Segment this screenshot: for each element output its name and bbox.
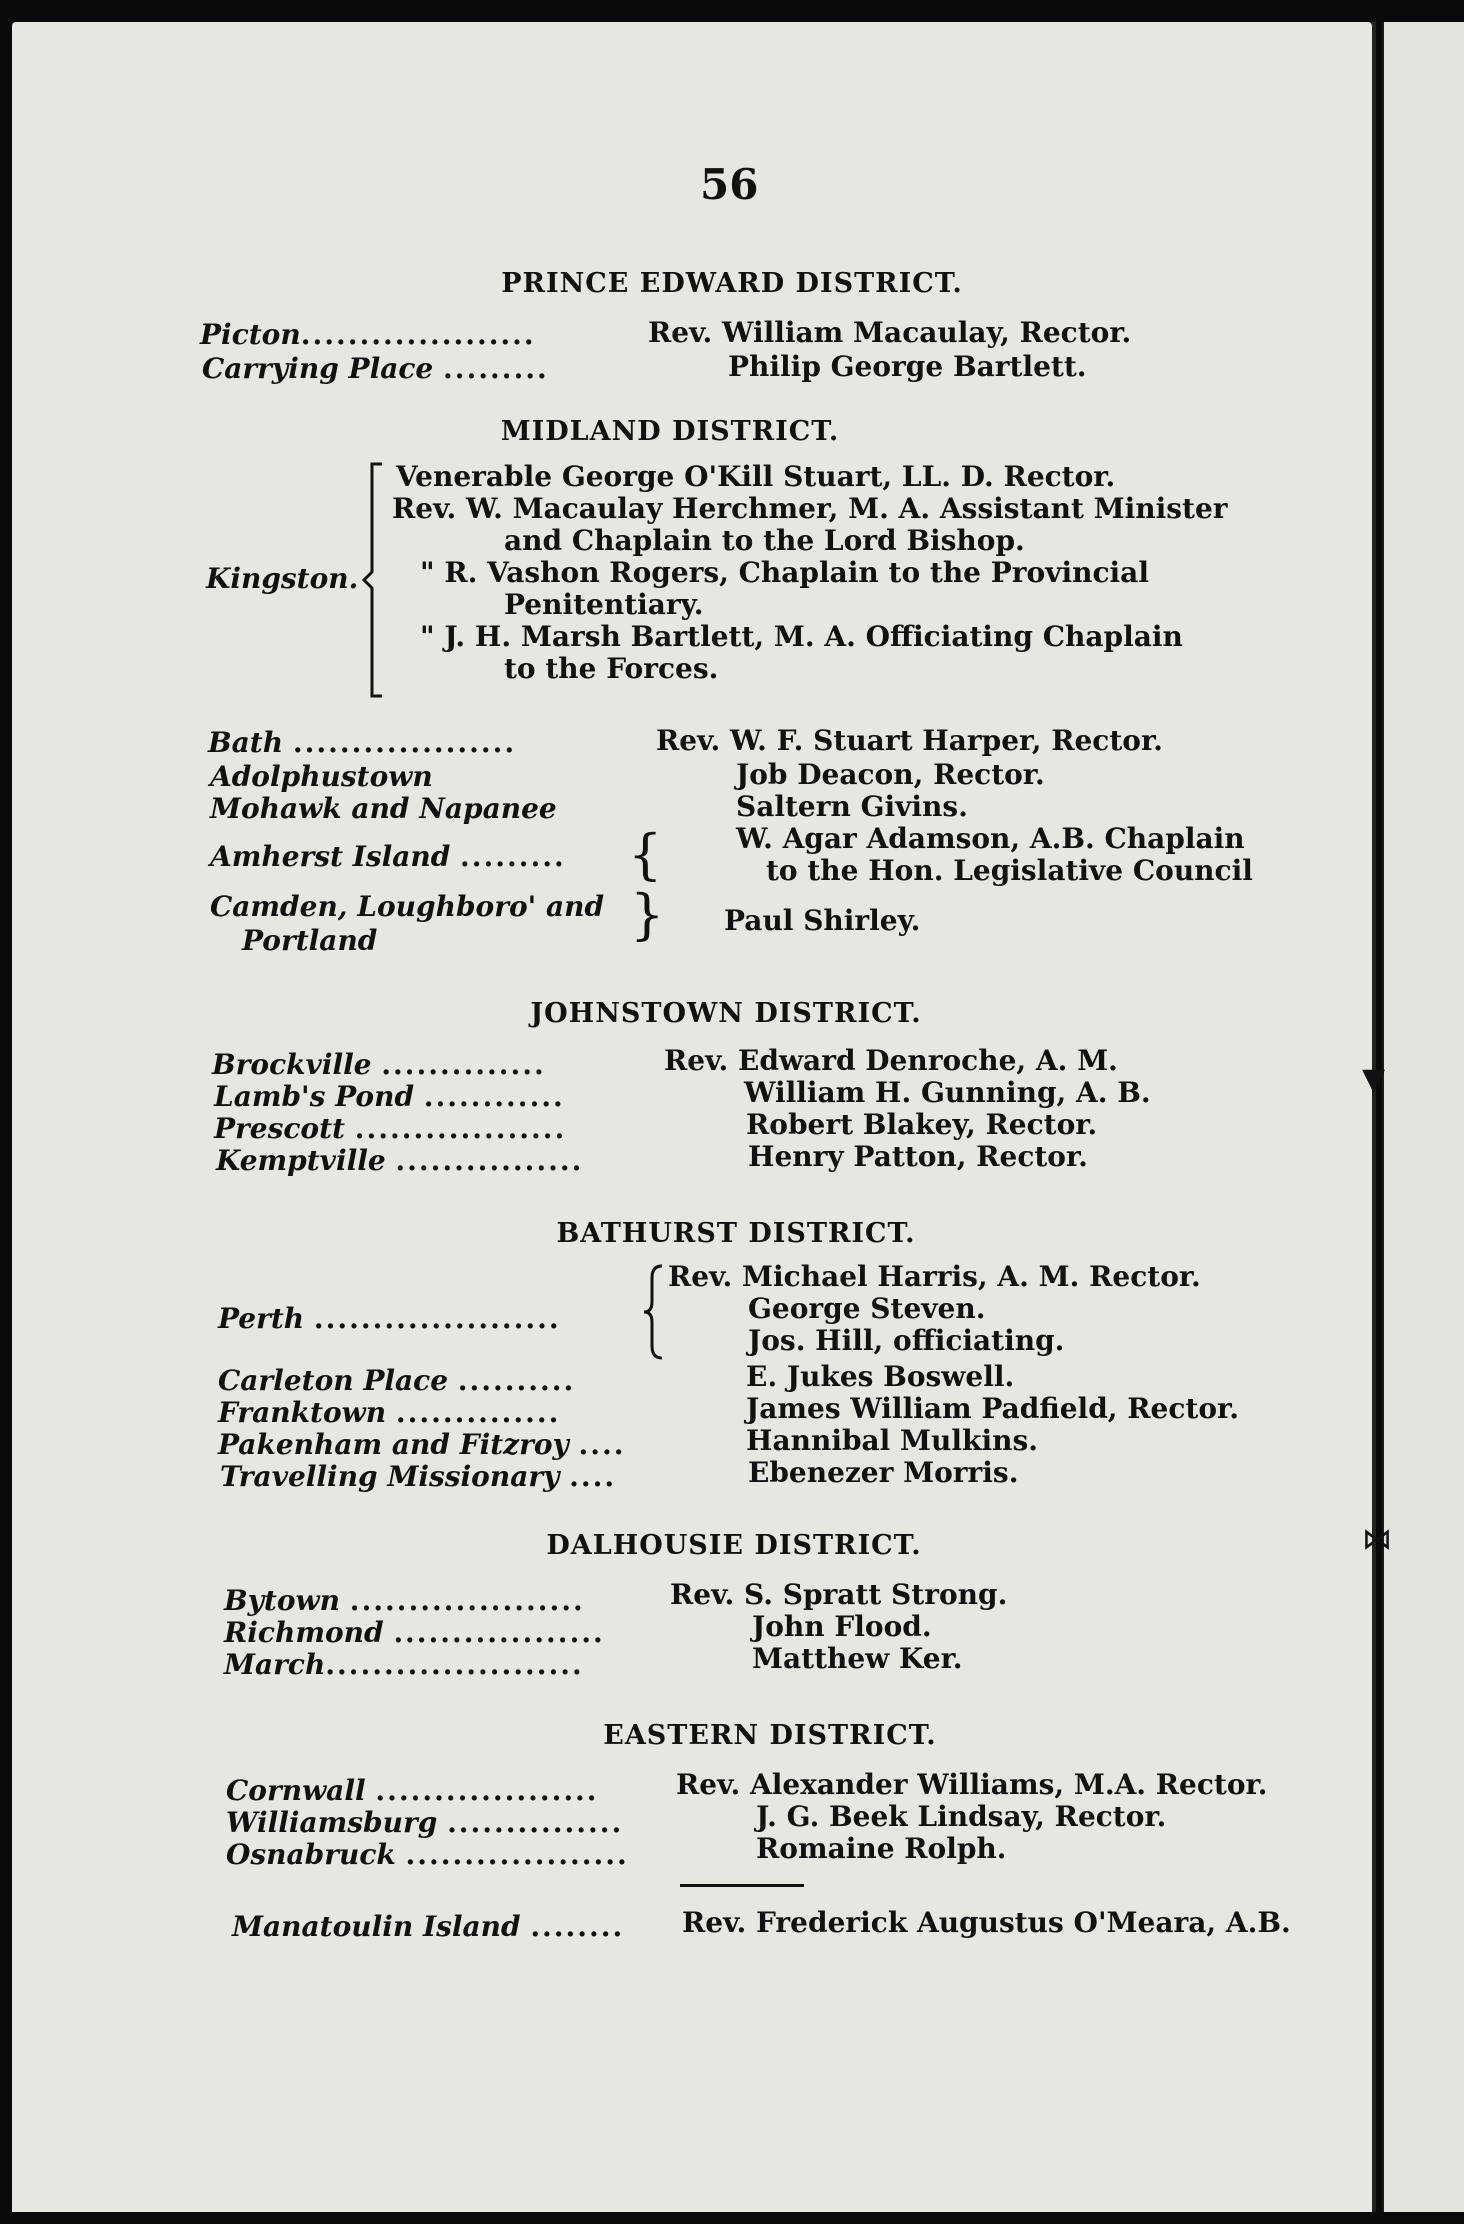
clergy-entry: Rev. Michael Harris, A. M. Rector. [668,1260,1201,1293]
clergy-entry: to the Hon. Legislative Council [766,854,1253,887]
place-name: Kingston. [206,562,359,595]
place-name: Portland [242,924,378,957]
place-name: Manatoulin Island ........ [232,1910,625,1943]
clergy-entry: " R. Vashon Rogers, Chaplain to the Provincial [420,556,1149,589]
section-heading-midland: MIDLAND DISTRICT. [500,416,840,447]
clergy-entry: Romaine Rolph. [756,1832,1007,1865]
place-name: March...................... [224,1648,584,1681]
clergy-entry: Paul Shirley. [724,904,921,937]
clergy-entry: James William Padfield, Rector. [746,1392,1239,1425]
brace-icon: { [628,823,663,886]
clergy-entry: Rev. S. Spratt Strong. [670,1578,1008,1611]
place-name: Carrying Place ......... [202,352,549,385]
section-heading-bathurst: BATHURST DISTRICT. [556,1218,916,1249]
clergy-entry: Hannibal Mulkins. [746,1424,1038,1457]
place-name: Bath ................... [208,726,517,759]
place-name: Franktown .............. [218,1396,561,1429]
clergy-entry: John Flood. [752,1610,932,1643]
clergy-entry: Robert Blakey, Rector. [746,1108,1098,1141]
clergy-entry: Job Deacon, Rector. [736,758,1045,791]
binding-arrow-icon: ▼ [1362,1062,1386,1097]
clergy-entry: William H. Gunning, A. B. [744,1076,1151,1109]
place-name: Brockville .............. [212,1048,546,1081]
clergy-entry: Rev. Alexander Williams, M.A. Rector. [676,1768,1268,1801]
adjacent-page-strip [1362,22,1464,2212]
binding-bowtie-icon: ⋈ [1362,1522,1392,1557]
place-name: Bytown .................... [224,1584,585,1617]
brace-icon: } [630,883,665,946]
clergy-entry: Venerable George O'Kill Stuart, LL. D. Rector. [396,460,1116,493]
clergy-entry: Rev. Edward Denroche, A. M. [664,1044,1118,1077]
place-name: Travelling Missionary .... [220,1460,617,1493]
clergy-entry: Ebenezer Morris. [748,1456,1019,1489]
place-name: Perth ..................... [218,1302,561,1335]
place-name: Adolphustown [210,760,433,793]
brace-icon [642,1262,668,1362]
clergy-entry: Rev. William Macaulay, Rector. [648,316,1132,349]
page-edge [1372,22,1376,2212]
clergy-entry: and Chaplain to the Lord Bishop. [504,524,1025,557]
place-name: Picton.................... [200,318,536,351]
brace-icon [360,460,390,700]
clergy-entry: J. G. Beek Lindsay, Rector. [756,1800,1167,1833]
place-name: Osnabruck ................... [226,1838,629,1871]
section-divider [680,1884,804,1887]
clergy-entry: Saltern Givins. [736,790,968,823]
clergy-entry: Henry Patton, Rector. [748,1140,1088,1173]
place-name: Prescott .................. [214,1112,567,1145]
clergy-entry: to the Forces. [504,652,719,685]
place-name: Camden, Loughboro' and [210,890,605,923]
clergy-entry: Philip George Bartlett. [728,350,1087,383]
place-name: Lamb's Pond ............ [214,1080,565,1113]
place-name: Mohawk and Napanee [210,792,557,825]
place-name: Cornwall ................... [226,1774,599,1807]
place-name: Pakenham and Fitzroy .... [218,1428,626,1461]
clergy-entry: George Steven. [748,1292,986,1325]
section-heading-dalhousie: DALHOUSIE DISTRICT. [546,1530,922,1561]
clergy-entry: Matthew Ker. [752,1642,963,1675]
section-heading-eastern: EASTERN DISTRICT. [603,1720,937,1751]
clergy-entry: E. Jukes Boswell. [746,1360,1015,1393]
place-name: Carleton Place .......... [218,1364,576,1397]
clergy-entry: W. Agar Adamson, A.B. Chaplain [736,822,1245,855]
place-name: Kemptville ................ [216,1144,584,1177]
section-heading-prince-edward: PRINCE EDWARD DISTRICT. [501,268,963,299]
section-heading-johnstown: JOHNSTOWN DISTRICT. [530,998,922,1029]
clergy-entry: Jos. Hill, officiating. [748,1324,1065,1357]
place-name: Williamsburg ............... [226,1806,624,1839]
place-name: Amherst Island ......... [210,840,566,873]
clergy-entry: Penitentiary. [504,588,704,621]
clergy-entry: " J. H. Marsh Bartlett, M. A. Officiating Chaplain [420,620,1183,653]
clergy-entry: Rev. Frederick Augustus O'Meara, A.B. [682,1906,1291,1939]
place-name: Richmond .................. [224,1616,605,1649]
clergy-entry: Rev. W. F. Stuart Harper, Rector. [656,724,1163,757]
clergy-entry: Rev. W. Macaulay Herchmer, M. A. Assistant Minister [392,492,1228,525]
page-number: 56 [700,160,759,209]
